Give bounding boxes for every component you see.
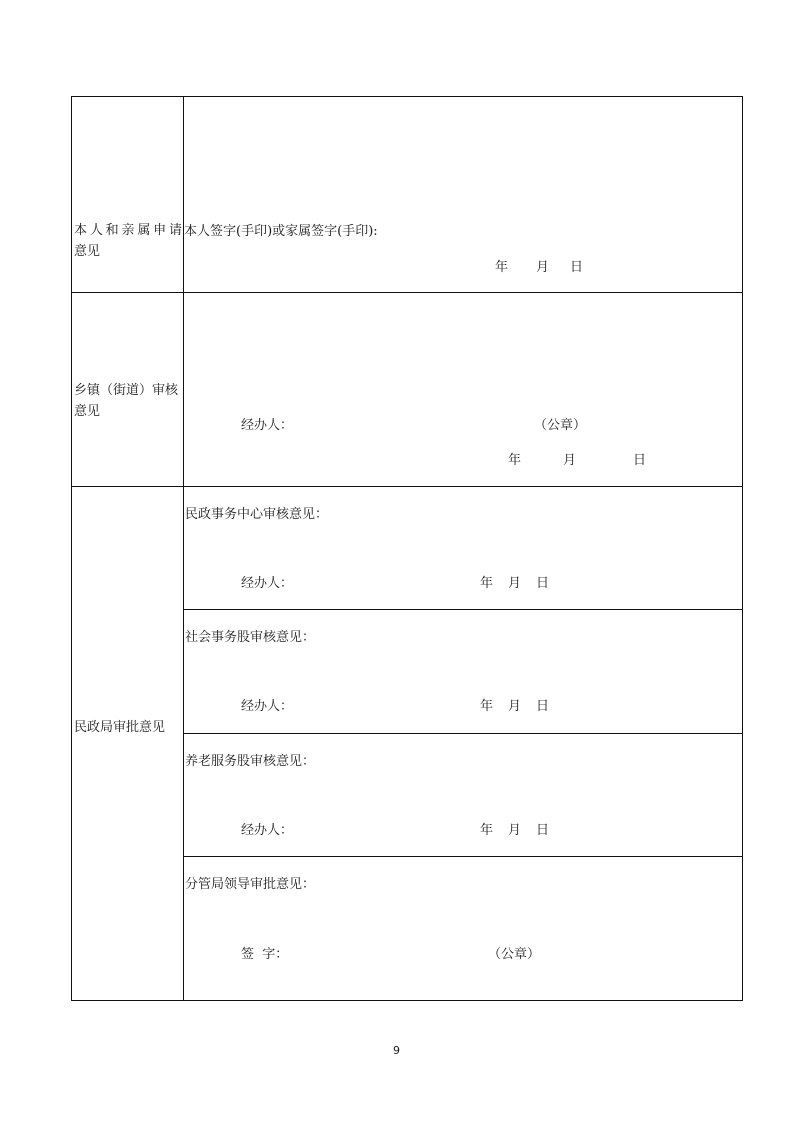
sub3-day: 日 xyxy=(536,823,550,838)
sub3-month: 月 xyxy=(508,823,522,838)
township-year: 年 xyxy=(508,453,522,468)
sub2-title: 社会事务股审核意见： xyxy=(185,630,316,645)
applicant-label-line2: 意见 xyxy=(74,244,101,259)
civil-affairs-section-label: 民政局审批意见 xyxy=(74,720,166,735)
leader-title: 分管局领导审批意见： xyxy=(185,877,316,892)
sub-row-divider-3 xyxy=(183,856,742,857)
township-label-line1: 乡镇（街道）审核 xyxy=(74,383,179,398)
applicant-section-label xyxy=(74,220,182,262)
township-section-label xyxy=(74,380,182,422)
township-seal-label: （公章） xyxy=(534,418,587,433)
applicant-label-line1: 本人和亲属申请 xyxy=(74,223,182,238)
sub3-title: 养老服务股审核意见： xyxy=(185,754,316,769)
sub1-month: 月 xyxy=(508,576,522,591)
applicant-signature-label: 本人签字(手印)或家属签字(手印): xyxy=(184,224,378,239)
township-handler-label: 经办人： xyxy=(241,418,294,433)
sub-row-divider-1 xyxy=(183,609,742,610)
sub2-year: 年 xyxy=(480,699,494,714)
page-number: 9 xyxy=(393,1044,400,1057)
applicant-day: 日 xyxy=(570,260,584,275)
township-month: 月 xyxy=(563,453,577,468)
township-day: 日 xyxy=(633,453,647,468)
approval-form-table xyxy=(71,96,743,1001)
leader-seal-label: （公章） xyxy=(488,947,541,962)
sub2-month: 月 xyxy=(508,699,522,714)
sub1-year: 年 xyxy=(480,576,494,591)
applicant-month: 月 xyxy=(536,260,550,275)
applicant-year: 年 xyxy=(495,260,509,275)
sub-row-divider-2 xyxy=(183,733,742,734)
sub1-handler-label: 经办人： xyxy=(241,576,294,591)
sub1-day: 日 xyxy=(536,576,550,591)
row-divider-2 xyxy=(72,486,742,487)
sub2-day: 日 xyxy=(536,699,550,714)
township-label-line2: 意见 xyxy=(74,404,101,419)
sub2-handler-label: 经办人： xyxy=(241,699,294,714)
row-divider-1 xyxy=(72,292,742,293)
sub3-handler-label: 经办人： xyxy=(241,823,294,838)
sub3-year: 年 xyxy=(480,823,494,838)
leader-signature-label: 签 字： xyxy=(241,947,289,962)
sub1-title: 民政事务中心审核意见： xyxy=(185,507,329,522)
